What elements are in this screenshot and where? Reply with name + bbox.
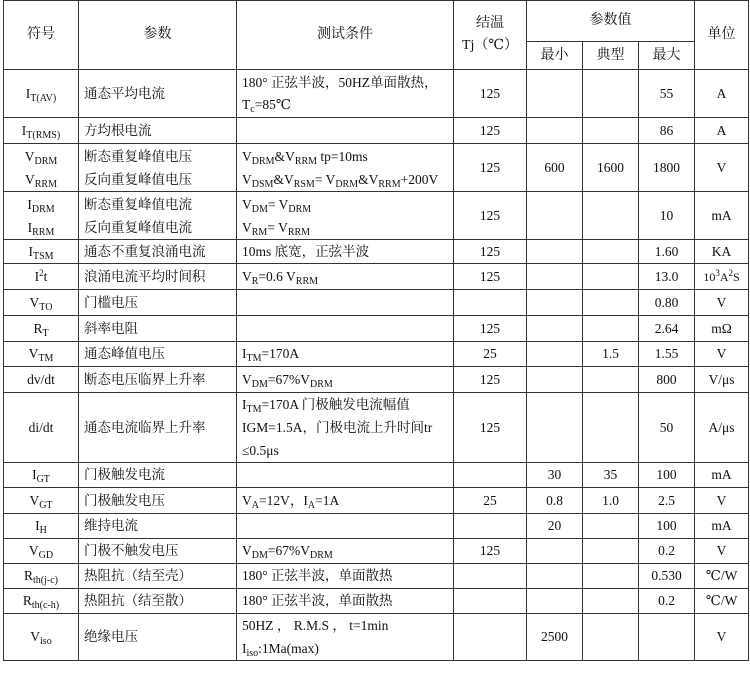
cell-max: 0.2 (639, 589, 695, 614)
cell-symbol: $R_{th(j-c)}$ (4, 564, 79, 589)
cell-max: 2.64 (639, 316, 695, 342)
cell-condition: $I_{TM}=170A$ (237, 342, 454, 367)
cell-max: 86 (639, 118, 695, 144)
cell-symbol: di/dt (4, 393, 79, 463)
cell-condition (237, 290, 454, 316)
cell-max: 1.60 (639, 240, 695, 264)
cell-min (527, 118, 583, 144)
cell-typ (583, 514, 639, 539)
cell-typ (583, 118, 639, 144)
table-row (4, 564, 749, 589)
cell-max: 1.55 (639, 342, 695, 367)
cell-unit: mA (695, 463, 749, 488)
cell-typ: 1.0 (583, 488, 639, 514)
cell-typ (583, 240, 639, 264)
cell-tj: 125 (454, 192, 527, 240)
cell-typ (583, 192, 639, 240)
cell-parameter: 方均根电流 (79, 118, 237, 144)
header-max: 最大 (639, 42, 695, 70)
cell-min (527, 70, 583, 118)
cell-unit: A/μs (695, 393, 749, 463)
table-row (4, 192, 749, 240)
cell-parameter: 斜率电阻 (79, 316, 237, 342)
cell-tj: 125 (454, 539, 527, 564)
table-row (4, 316, 749, 342)
cell-min (527, 342, 583, 367)
cell-typ (583, 539, 639, 564)
cell-min (527, 264, 583, 290)
cell-max: 0.530 (639, 564, 695, 589)
header-values: 参数值 (527, 1, 695, 42)
header-parameter: 参数 (79, 1, 237, 70)
cell-tj: 125 (454, 393, 527, 463)
cell-max (639, 614, 695, 661)
cell-min (527, 240, 583, 264)
cell-tj: 25 (454, 488, 527, 514)
cell-min (527, 393, 583, 463)
table-row (4, 393, 749, 463)
cell-condition: 10ms 底宽，正弦半波 (237, 240, 454, 264)
cell-parameter: 门极触发电流 (79, 463, 237, 488)
cell-parameter: 绝缘电压 (79, 614, 237, 661)
table-row (4, 240, 749, 264)
cell-symbol: $I_H$ (4, 514, 79, 539)
cell-unit: mA (695, 192, 749, 240)
table-row (4, 589, 749, 614)
header-unit: 单位 (695, 1, 749, 70)
cell-condition: $V_A=12V$，$I_A=1A$ (237, 488, 454, 514)
parameter-table (3, 0, 749, 661)
header-tj-line2: Tj（℃） (461, 38, 519, 53)
cell-symbol: $V_{DRM}$ $V_{RRM}$ (4, 144, 79, 192)
table-row (4, 70, 749, 118)
table-row (4, 144, 749, 192)
cell-min: 0.8 (527, 488, 583, 514)
table-row (4, 514, 749, 539)
cell-unit: V (695, 539, 749, 564)
cell-max: 50 (639, 393, 695, 463)
cell-max: 55 (639, 70, 695, 118)
cell-unit: V (695, 342, 749, 367)
cell-typ (583, 70, 639, 118)
cell-unit: $10^3A^2S$ (695, 264, 749, 290)
cell-typ: 1.5 (583, 342, 639, 367)
cell-min (527, 316, 583, 342)
table-row (4, 118, 749, 144)
cell-tj: 125 (454, 316, 527, 342)
cell-tj: 125 (454, 264, 527, 290)
cell-tj: 25 (454, 342, 527, 367)
cell-unit: mA (695, 514, 749, 539)
cell-unit: A (695, 118, 749, 144)
cell-unit: mΩ (695, 316, 749, 342)
cell-tj: 125 (454, 367, 527, 393)
cell-typ (583, 564, 639, 589)
table-row (4, 367, 749, 393)
cell-parameter: 通态电流临界上升率 (79, 393, 237, 463)
cell-min (527, 192, 583, 240)
cell-typ: 1600 (583, 144, 639, 192)
cell-symbol: $R_{th(c-h)}$ (4, 589, 79, 614)
header-tj-line1: 结温 (476, 16, 504, 31)
cell-max: 100 (639, 463, 695, 488)
cell-condition: 50HZ ， R.M.S ， t=1min $I_{iso}:1Ma(\max)$ (237, 614, 454, 661)
cell-typ (583, 367, 639, 393)
cell-max: 10 (639, 192, 695, 240)
cell-parameter: 断态重复峰值电压 反向重复峰值电压 (79, 144, 237, 192)
header-typ: 典型 (583, 42, 639, 70)
cell-parameter: 热阻抗（结至壳） (79, 564, 237, 589)
cell-unit: V (695, 614, 749, 661)
cell-min: 600 (527, 144, 583, 192)
cell-parameter: 通态峰值电压 (79, 342, 237, 367)
header-min: 最小 (527, 42, 583, 70)
cell-typ (583, 264, 639, 290)
cell-unit: V/μs (695, 367, 749, 393)
cell-tj: 125 (454, 240, 527, 264)
cell-symbol: $V_{iso}$ (4, 614, 79, 661)
cell-tj: 125 (454, 70, 527, 118)
cell-symbol: $R_T$ (4, 316, 79, 342)
cell-max: 800 (639, 367, 695, 393)
cell-parameter: 门极不触发电压 (79, 539, 237, 564)
cell-max: 13.0 (639, 264, 695, 290)
cell-parameter: 门槛电压 (79, 290, 237, 316)
cell-unit: ℃/W (695, 589, 749, 614)
cell-condition (237, 316, 454, 342)
cell-typ (583, 316, 639, 342)
cell-tj (454, 463, 527, 488)
cell-symbol: dv/dt (4, 367, 79, 393)
cell-symbol: $I_{T(RMS)}$ (4, 118, 79, 144)
cell-typ (583, 290, 639, 316)
cell-tj (454, 564, 527, 589)
cell-symbol: $V_{GD}$ (4, 539, 79, 564)
cell-unit: KA (695, 240, 749, 264)
cell-tj: 125 (454, 144, 527, 192)
cell-parameter: 通态不重复浪涌电流 (79, 240, 237, 264)
cell-min (527, 290, 583, 316)
cell-symbol: $I_{T(AV)}$ (4, 70, 79, 118)
cell-symbol: $V_{TO}$ (4, 290, 79, 316)
cell-condition: 180° 正弦半波，50HZ单面散热，$T_c=85℃$ (237, 70, 454, 118)
table-row (4, 488, 749, 514)
cell-tj (454, 614, 527, 661)
cell-min: 20 (527, 514, 583, 539)
cell-typ (583, 393, 639, 463)
cell-tj (454, 514, 527, 539)
spec-sheet (3, 0, 749, 679)
cell-unit: V (695, 144, 749, 192)
cell-symbol: $V_{TM}$ (4, 342, 79, 367)
cell-tj: 125 (454, 118, 527, 144)
cell-symbol: $I_{TSM}$ (4, 240, 79, 264)
cell-parameter: 门极触发电压 (79, 488, 237, 514)
cell-max: 0.80 (639, 290, 695, 316)
cell-parameter: 断态重复峰值电流 反向重复峰值电流 (79, 192, 237, 240)
cell-min (527, 539, 583, 564)
cell-min (527, 589, 583, 614)
table-row (4, 290, 749, 316)
table-row (4, 463, 749, 488)
cell-min: 2500 (527, 614, 583, 661)
cell-condition (237, 514, 454, 539)
cell-parameter: 断态电压临界上升率 (79, 367, 237, 393)
header-tj (454, 1, 527, 70)
cell-condition: $V_{DM}=67\%V_{DRM}$ (237, 367, 454, 393)
cell-unit: V (695, 290, 749, 316)
cell-tj (454, 290, 527, 316)
header-condition: 测试条件 (237, 1, 454, 70)
cell-min: 30 (527, 463, 583, 488)
cell-typ: 35 (583, 463, 639, 488)
cell-condition: $V_{DM}=67\%V_{DRM}$ (237, 539, 454, 564)
table-row (4, 264, 749, 290)
table-row (4, 539, 749, 564)
header-symbol: 符号 (4, 1, 79, 70)
cell-min (527, 564, 583, 589)
cell-condition: 180° 正弦半波，单面散热 (237, 564, 454, 589)
cell-condition: $I_{TM}=170A$ 门极触发电流幅值 IGM=1.5A，门极电流上升时间tr ≤0.5μs (237, 393, 454, 463)
cell-condition: $V_{DM}= V_{DRM}$ $V_{RM}= V_{RRM}$ (237, 192, 454, 240)
cell-condition (237, 463, 454, 488)
cell-min (527, 367, 583, 393)
cell-unit: V (695, 488, 749, 514)
cell-unit: A (695, 70, 749, 118)
cell-condition: $V_{DRM}\&V_{RRM}$ tp=10ms $V_{DSM}\&V_{RSM}=$ $V_{DRM}\&V_{RRM}+200V$ (237, 144, 454, 192)
cell-max: 2.5 (639, 488, 695, 514)
cell-parameter: 维持电流 (79, 514, 237, 539)
cell-unit: ℃/W (695, 564, 749, 589)
cell-symbol: $I_{DRM}$ $I_{RRM}$ (4, 192, 79, 240)
cell-condition: $V_R=0.6$ $V_{RRM}$ (237, 264, 454, 290)
table-row (4, 614, 749, 661)
cell-condition (237, 118, 454, 144)
cell-condition: 180° 正弦半波，单面散热 (237, 589, 454, 614)
cell-typ (583, 589, 639, 614)
cell-typ (583, 614, 639, 661)
cell-parameter: 通态平均电流 (79, 70, 237, 118)
cell-symbol: $V_{GT}$ (4, 488, 79, 514)
table-row (4, 342, 749, 367)
cell-max: 100 (639, 514, 695, 539)
cell-tj (454, 589, 527, 614)
cell-max: 0.2 (639, 539, 695, 564)
cell-parameter: 浪涌电流平均时间积 (79, 264, 237, 290)
cell-parameter: 热阻抗（结至散） (79, 589, 237, 614)
cell-max: 1800 (639, 144, 695, 192)
cell-symbol: $I^2t$ (4, 264, 79, 290)
cell-symbol: $I_{GT}$ (4, 463, 79, 488)
